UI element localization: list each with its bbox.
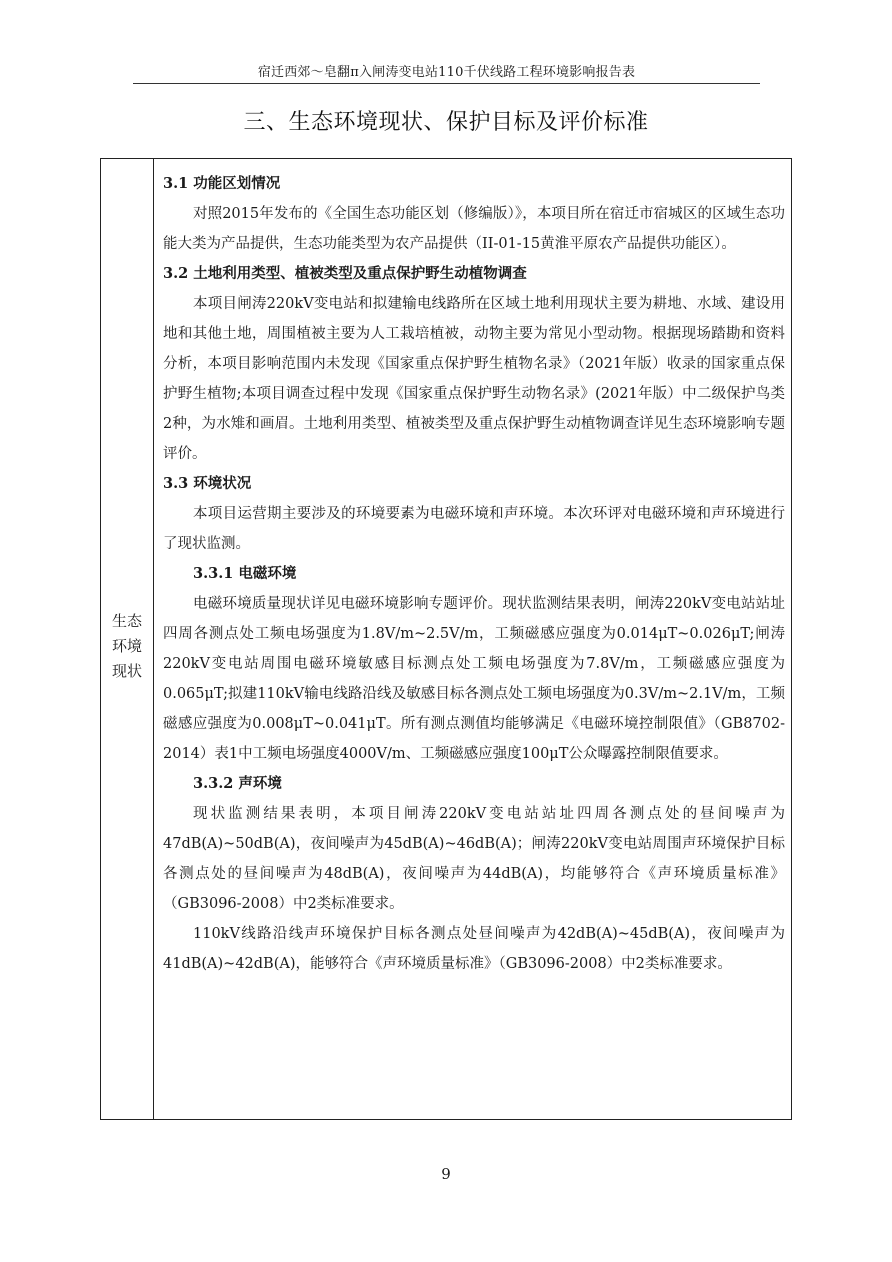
content-table — [100, 158, 792, 1120]
label-column — [101, 159, 154, 1119]
paragraph: 110kV线路沿线声环境保护目标各测点处昼间噪声为42dB(A)~45dB(A)，夜间噪声为41dB(A)~42dB(A)，能够符合《声环境质量标准》（GB3096-2008）中2类标准要求。 — [163, 926, 785, 972]
header-rule — [133, 83, 760, 84]
running-header: 宿迁西郊～皂翻π入闸涛变电站110千伏线路工程环境影响报告表 — [257, 65, 636, 80]
section-title: 三、生态环境现状、保护目标及评价标准 — [243, 110, 649, 135]
paragraph: 对照2015年发布的《全国生态功能区划（修编版）》，本项目所在宿迁市宿城区的区域生态功能大类为产品提供，生态功能类型为农产品提供（II-01-15黄淮平原农产品提供功能区）。 — [163, 206, 785, 252]
heading-3-3: 3.3 环境状况 — [163, 475, 252, 492]
content-cell — [163, 169, 785, 979]
paragraph: 现状监测结果表明，本项目闸涛220kV变电站站址四周各测点处的昼间噪声为47dB(A)~50dB(A)，夜间噪声为45dB(A)~46dB(A)；闸涛220kV变电站周围声环境保护目标各测点处的昼间噪声为48dB(A)，夜间噪声为44dB(A)，均能够符合《声环境质量标准》（GB3096-2008）中2类标准要求。 — [163, 806, 785, 912]
heading-3-2: 3.2 土地利用类型、植被类型及重点保护野生动植物调查 — [163, 265, 527, 282]
heading-3-1: 3.1 功能区划情况 — [163, 175, 281, 192]
paragraph: 本项目闸涛220kV变电站和拟建输电线路所在区域土地利用现状主要为耕地、水域、建设用地和其他土地，周围植被主要为人工栽培植被，动物主要为常见小型动物。根据现场踏勘和资料分析，本项目影响范围内未发现《国家重点保护野生植物名录》（2021年版）收录的国家重点保护野生植物;本项目调查过程中发现《国家重点保护野生动物名录》(2021年版）中二级保护鸟类2种，为水雉和画眉。土地利用类型、植被类型及重点保护野生动植物调查详见生态环境影响专题评价。 — [163, 296, 785, 462]
heading-3-3-2: 3.3.2 声环境 — [193, 775, 282, 792]
side-label-line: 生态 — [111, 612, 142, 630]
heading-3-3-1: 3.3.1 电磁环境 — [193, 565, 297, 582]
side-label — [101, 609, 153, 684]
side-label-line: 环境 — [111, 637, 142, 655]
page-number: 9 — [441, 1165, 451, 1183]
side-label-line: 现状 — [111, 662, 142, 680]
paragraph: 本项目运营期主要涉及的环境要素为电磁环境和声环境。本次环评对电磁环境和声环境进行了现状监测。 — [163, 506, 785, 552]
paragraph: 电磁环境质量现状详见电磁环境影响专题评价。现状监测结果表明，闸涛220kV变电站站址四周各测点处工频电场强度为1.8V/m~2.5V/m，工频磁感应强度为0.014μT~0.026μT;闸涛220kV变电站周围电磁环境敏感目标测点处工频电场强度为7.8V/m，工频磁感应强度为0.065μT;拟建110kV输电线路沿线及敏感目标各测点处工频电场强度为0.3V/m~2.1V/m，工频磁感应强度为0.008μT~0.041μT。所有测点测值均能够满足《电磁环境控制限值》（GB8702-2014）表1中工频电场强度4000V/m、工频磁感应强度100μT公众曝露控制限值要求。 — [163, 596, 785, 762]
